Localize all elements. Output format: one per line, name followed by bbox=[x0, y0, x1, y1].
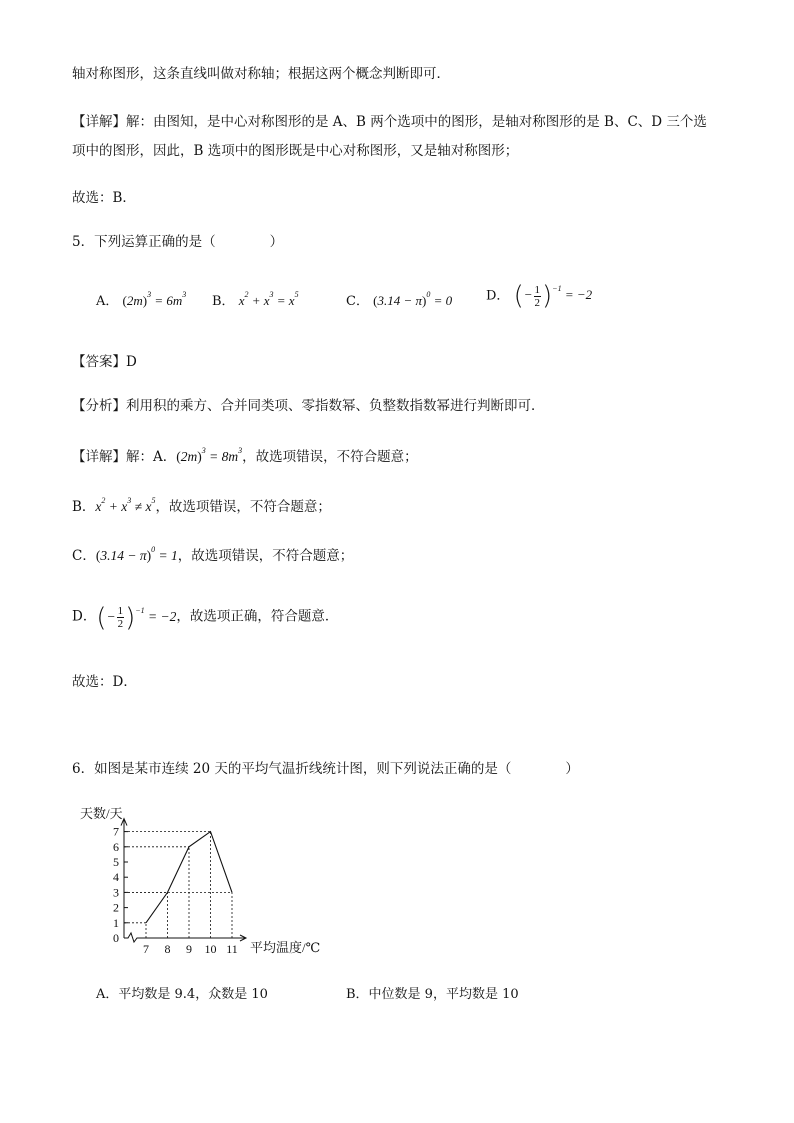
temperature-line-chart bbox=[60, 800, 350, 965]
q5-choose: 故选：D． bbox=[72, 674, 137, 690]
q5-option-a-formula: $(2m)^3 = 6m^3$ bbox=[122, 290, 187, 308]
x-tick-label: 7 bbox=[143, 942, 149, 956]
x-axis-label: 平均温度/℃ bbox=[250, 940, 321, 955]
q4-detail-line-2: 项中的图形，因此，B 选项中的图形既是中心对称图形，又是轴对称图形； bbox=[72, 143, 519, 159]
y-tick-label: 5 bbox=[113, 855, 119, 869]
q5-option-c-label: C． bbox=[346, 294, 369, 309]
y-tick-label: 1 bbox=[113, 915, 119, 930]
q5-analysis: 【分析】利用积的乘方、合并同类项、零指数幂、负整数指数幂进行判断即可． bbox=[72, 398, 545, 414]
x-tick-label: 10 bbox=[204, 942, 217, 956]
x-tick-label: 9 bbox=[186, 942, 192, 956]
paragraph-continuation: 轴对称图形，这条直线叫做对称轴；根据这两个概念判断即可． bbox=[72, 66, 450, 82]
y-tick-label: 2 bbox=[113, 900, 119, 915]
q5-option-a-eq: = 6m bbox=[154, 293, 183, 308]
q6-stem: 6．如图是某市连续 20 天的平均气温折线统计图，则下列说法正确的是（ ） bbox=[72, 761, 579, 777]
q5-option-b-eq: = x bbox=[276, 293, 295, 308]
q5-detail-b: B．$x^2 + x^3 \ne x^5$，故选项错误，不符合题意； bbox=[72, 496, 331, 515]
x-tick-label: 11 bbox=[226, 942, 238, 956]
q5-option-d[interactable] bbox=[486, 281, 593, 312]
q5-detail-a: 【详解】解：A．$(2m)^3 = 8m^3$，故选项错误，不符合题意； bbox=[72, 446, 418, 465]
q5-option-c-eq: = 0 bbox=[433, 293, 453, 308]
q5-stem: 5．下列运算正确的是（ ） bbox=[72, 234, 284, 250]
x-axis bbox=[124, 933, 246, 942]
q5-option-b-label: B． bbox=[212, 294, 235, 309]
q5-option-a[interactable] bbox=[96, 290, 186, 313]
q4-detail-line-1: 【详解】解：由图知，是中心对称图形的是 A、B 两个选项中的图形，是轴对称图形的是 B、C、D 三个选 bbox=[72, 114, 707, 130]
q5-option-d-formula: (− $\frac{1}{2}$ )$^{-1}$ = −2 bbox=[513, 281, 593, 312]
y-tick-label: 3 bbox=[113, 885, 119, 900]
q5-detail-d: D．(− $\frac{1}{2}$ )$^{-1}$ = −2，故选项正确，符合题意． bbox=[72, 602, 339, 633]
q5-detail-c: C．$(3.14 - \pi)^0 = 1$，故选项错误，不符合题意； bbox=[72, 545, 354, 564]
y-tick-label: 0 bbox=[113, 931, 119, 945]
q6-option-a[interactable]: A．平均数是 9.4，众数是 10 bbox=[96, 987, 268, 1002]
q5-option-c-formula: $(3.14 - \pi)^0 = 0$ bbox=[373, 290, 453, 308]
q4-choose: 故选：B． bbox=[72, 190, 136, 206]
y-tick-label: 7 bbox=[113, 824, 119, 839]
q5-answer: 【答案】D bbox=[72, 354, 137, 370]
y-tick-label: 4 bbox=[113, 870, 119, 885]
q5-option-b[interactable] bbox=[212, 290, 299, 313]
q5-option-d-eq: = −2 bbox=[564, 287, 593, 303]
y-axis-label: 天数/天 bbox=[80, 806, 123, 821]
q6-option-b[interactable]: B．中位数是 9，平均数是 10 bbox=[346, 987, 519, 1002]
q5-option-a-label: A． bbox=[96, 294, 119, 309]
q5-option-d-label: D． bbox=[486, 288, 510, 304]
x-tick-label: 8 bbox=[164, 942, 171, 956]
y-tick-label: 6 bbox=[113, 839, 119, 854]
q5-option-b-formula: $x^2 + x^3 = x^5$ bbox=[238, 290, 299, 308]
q5-option-c[interactable] bbox=[346, 290, 452, 313]
